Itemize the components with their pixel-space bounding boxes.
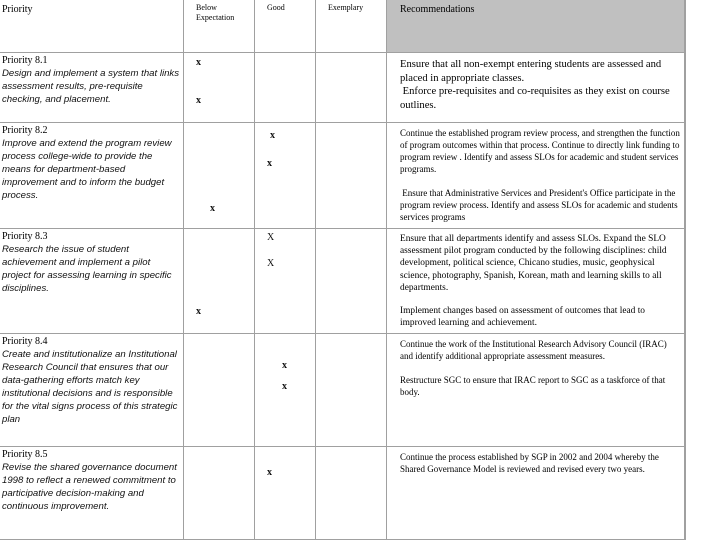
priority-title: Priority 8.4	[2, 336, 48, 347]
header-below-expectation: Below Expectation	[196, 3, 235, 22]
below-expectation-cell	[183, 447, 254, 540]
recommendations-cell	[386, 123, 684, 229]
recommendations-cell	[386, 447, 684, 540]
table-row	[0, 446, 684, 540]
rating-mark: x	[196, 57, 201, 68]
priority-description: Improve and extend the program review process college-wide to provide the means for department-based improvement and to inform the budget process.	[2, 138, 172, 201]
recommendations-cell	[386, 229, 684, 334]
priority-description: Research the issue of student achievement and implement a pilot project for assessing learning in specific disciplines.	[2, 244, 172, 294]
priority-title: Priority 8.2	[2, 125, 48, 136]
exemplary-cell	[315, 334, 386, 447]
table-header	[0, 0, 684, 52]
table-row	[0, 333, 684, 447]
priority-title: Priority 8.5	[2, 449, 48, 460]
table-row	[0, 228, 684, 334]
recommendation-paragraph: Continue the work of the Institutional Research Advisory Council (IRAC) and identify additional appropriate assessment measures.	[400, 339, 667, 361]
priority-cell	[0, 334, 183, 447]
good-cell	[254, 334, 315, 447]
table-row	[0, 52, 684, 123]
recommendation-paragraph: Continue the established program review process, and strengthen the function of program outcomes within that process. Continue to directly link funding to program review . Identify and assess SLOs for academic and student services programs.	[400, 128, 680, 174]
header-priority-cell	[0, 0, 183, 52]
recommendations-text	[400, 338, 680, 398]
header-exemplary-cell	[315, 0, 386, 52]
priority-title: Priority 8.3	[2, 231, 48, 242]
header-priority: Priority	[2, 4, 33, 15]
recommendation-paragraph: Ensure that all departments identify and assess SLOs. Expand the SLO assessment pilot program conducted by the following disciplines: child development, political science, Chicano studies, music, geophysical science, photography, Spanish, Korean, math and learning skills to all departments.	[400, 234, 667, 293]
header-below-cell	[183, 0, 254, 52]
rating-mark: x	[196, 306, 201, 317]
below-expectation-cell	[183, 334, 254, 447]
good-cell	[254, 229, 315, 334]
below-expectation-cell	[183, 53, 254, 123]
rating-mark: X	[267, 258, 275, 269]
recommendations-text	[400, 451, 680, 475]
priority-cell	[0, 123, 183, 229]
below-expectation-cell	[183, 123, 254, 229]
header-exemplary: Exemplary	[328, 3, 364, 12]
exemplary-cell	[315, 447, 386, 540]
exemplary-cell	[315, 53, 386, 123]
header-good: Good	[267, 3, 285, 12]
rating-mark: x	[267, 467, 272, 478]
recommendations-text	[400, 58, 680, 112]
recommendation-paragraph: Ensure that Administrative Services and President's Office participate in the program review process. Identify and assess SLOs for academic and students services programs	[400, 188, 680, 222]
good-cell	[254, 123, 315, 229]
recommendations-cell	[386, 53, 684, 123]
priority-cell	[0, 53, 183, 123]
recommendation-paragraph: Continue the process established by SGP in 2002 and 2004 whereby the Shared Governance Model is reviewed and revised every two years.	[400, 452, 659, 474]
table-row	[0, 122, 684, 229]
header-recommendations-cell	[386, 0, 684, 52]
exemplary-cell	[315, 123, 386, 229]
recommendation-paragraph: Ensure that all non-exempt entering students are assessed and placed in appropriate classes.	[400, 59, 662, 84]
rating-mark: x	[282, 381, 287, 392]
priority-title: Priority 8.1	[2, 55, 48, 66]
good-cell	[254, 447, 315, 540]
recommendation-paragraph: Restructure SGC to ensure that IRAC report to SGC as a taskforce of that body.	[400, 375, 666, 397]
good-cell	[254, 53, 315, 123]
recommendations-cell	[386, 334, 684, 447]
rating-mark: x	[267, 158, 272, 169]
exemplary-cell	[315, 229, 386, 334]
priority-description: Revise the shared governance document 1998 to reflect a renewed commitment to participative decision-making and continuous improvement.	[2, 462, 177, 512]
recommendations-text	[400, 127, 680, 223]
recommendations-text	[400, 233, 680, 329]
rating-mark: x	[270, 130, 275, 141]
priority-cell	[0, 229, 183, 334]
priority-cell	[0, 447, 183, 540]
rating-mark: x	[282, 360, 287, 371]
rating-mark: X	[267, 232, 275, 243]
priority-description: Design and implement a system that links assessment results, pre-requisite checking, and placement.	[2, 68, 180, 105]
rating-mark: x	[196, 95, 201, 106]
rating-mark: x	[210, 203, 215, 214]
below-expectation-cell	[183, 229, 254, 334]
header-recommendations: Recommendations	[400, 4, 475, 15]
header-good-cell	[254, 0, 315, 52]
priority-description: Create and institutionalize an Institutional Research Council that ensures that our data-gathering efforts match key institutional decisions and is responsible for the vital signs process of this strategic plan	[2, 349, 178, 425]
recommendation-paragraph: Enforce pre-requisites and co-requisites as they exist on course outlines.	[400, 86, 673, 111]
recommendation-paragraph: Implement changes based on assessment of outcomes that lead to improved learning and achievement.	[400, 306, 645, 329]
